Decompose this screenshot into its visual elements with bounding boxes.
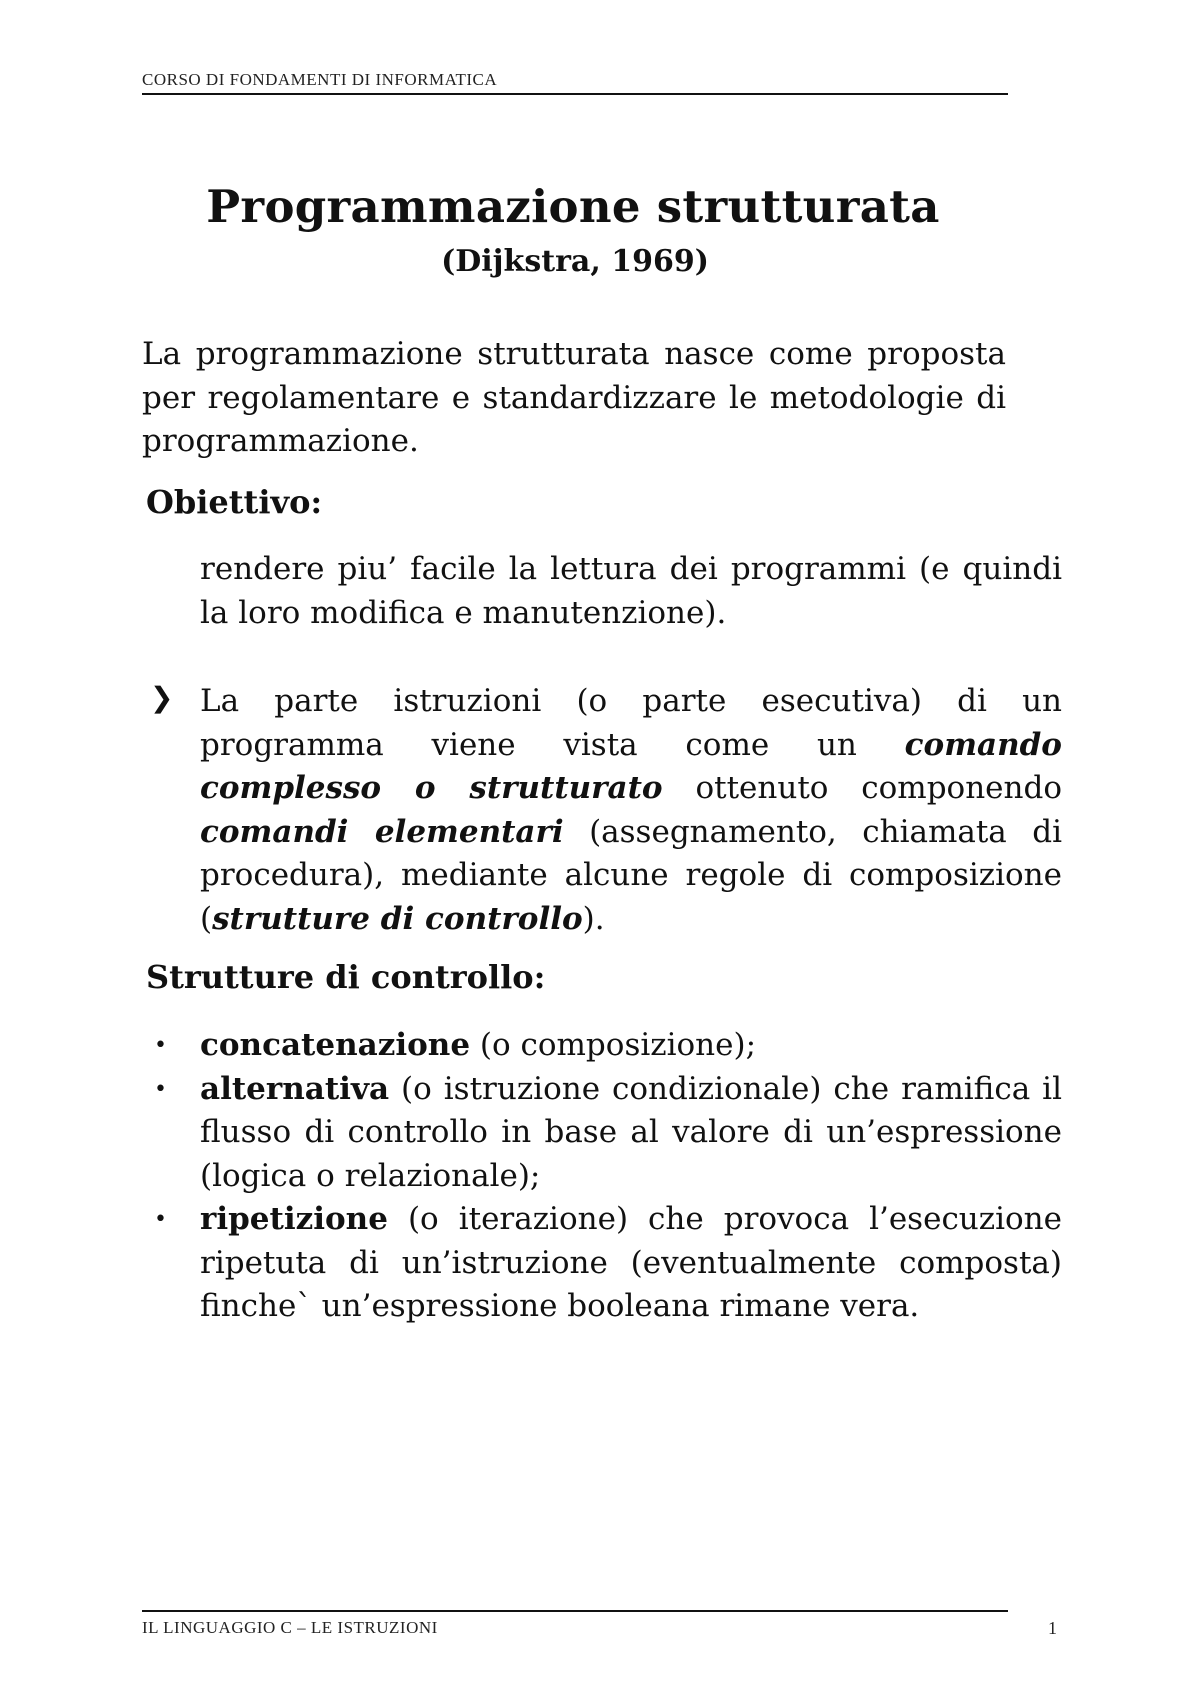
list-item-term: alternativa <box>200 1070 390 1107</box>
para2-emphasis-1: comando complesso o strutturato <box>200 726 1062 806</box>
execution-paragraph <box>200 680 1062 941</box>
structures-list <box>148 1024 1062 1329</box>
intro-paragraph: La programmazione strutturata nasce come proposta per regolamentare e standardizzare le metodologie di programmazione. <box>142 336 1006 459</box>
list-item <box>148 1024 1062 1068</box>
header-text: CORSO DI FONDAMENTI DI INFORMATICA <box>142 70 498 89</box>
page-title: Programmazione strutturata <box>206 180 940 233</box>
footer-text: IL LINGUAGGIO C – LE ISTRUZIONI <box>142 1618 438 1637</box>
para2-text-4: ). <box>582 900 605 937</box>
page-header <box>142 70 1008 95</box>
arrow-bullet-icon: ❯ <box>150 681 174 714</box>
para2-text-2: ottenuto componendo <box>662 770 1062 806</box>
para2-emphasis-2: comandi elementari <box>200 813 564 850</box>
structures-heading: Strutture di controllo: <box>146 958 546 996</box>
para2-emphasis-3: strutture di controllo <box>212 900 583 937</box>
page-footer <box>142 1610 1008 1638</box>
list-item-desc: (o composizione); <box>470 1027 757 1063</box>
list-item-desc: (o istruzione condizionale) che ramifica il flusso di controllo in base al valore di un’espressione (logica o relazionale); <box>200 1070 1062 1194</box>
page-subtitle: (Dijkstra, 1969) <box>441 244 709 279</box>
bullet-dot-icon: • <box>154 1033 167 1058</box>
para2-text-1: La parte istruzioni (o parte esecutiva) di un programma viene vista come un <box>200 683 1062 763</box>
objective-heading: Obiettivo: <box>146 483 323 521</box>
list-item <box>148 1068 1062 1199</box>
list-item-term: concatenazione <box>200 1027 471 1063</box>
para2-text-3: (assegnamento, chiamata di procedura), mediante alcune regole di composizione ( <box>200 813 1062 937</box>
list-item-desc: (o iterazione) che provoca l’esecuzione ripetuta di un’istruzione (eventualmente composta) finche` un’espressione booleana rimane vera. <box>200 1201 1062 1324</box>
list-item-term: ripetizione <box>200 1201 388 1237</box>
bullet-dot-icon: • <box>154 1207 167 1232</box>
page-number: 1 <box>1048 1618 1057 1638</box>
list-item <box>148 1198 1062 1329</box>
objective-text: rendere piu’ facile la lettura dei programmi (e quindi la loro modifica e manutenzione). <box>200 551 1062 631</box>
bullet-dot-icon: • <box>154 1076 167 1102</box>
